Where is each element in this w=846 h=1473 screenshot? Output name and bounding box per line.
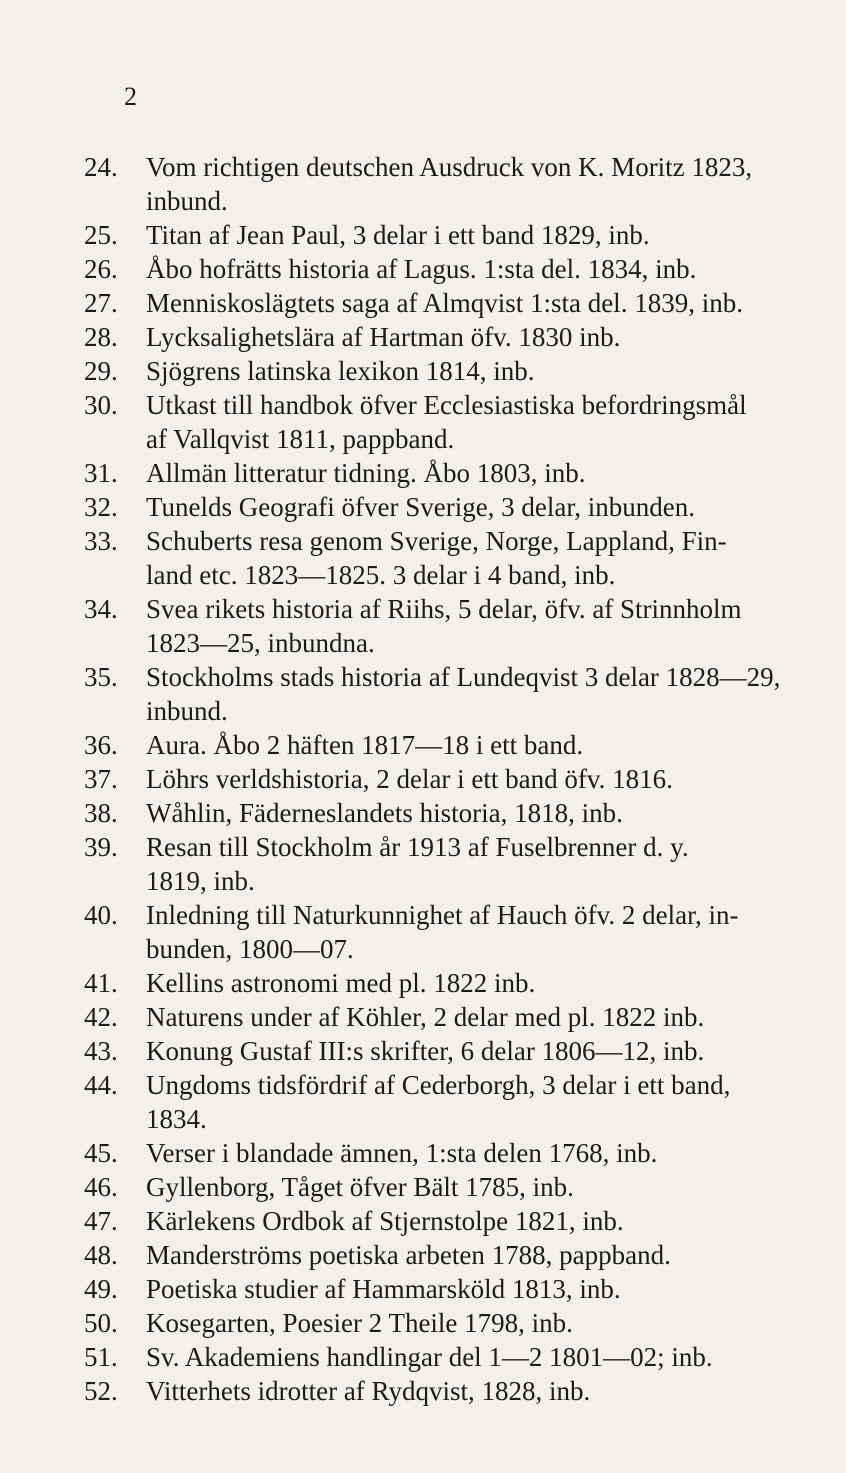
catalog-entry [84,456,824,490]
entry-line: Tunelds Geografi öfver Sverige, 3 delar, inbunden. [146,492,696,522]
entry-number: 48. [84,1240,118,1270]
entry-number: 38. [84,798,118,828]
entry-text [146,252,824,286]
entry-number: 36. [84,730,118,760]
catalog-entry [84,1340,824,1374]
entry-line: Verser i blandade ämnen, 1:sta delen 1768, inb. [146,1138,658,1168]
entry-line: Gyllenborg, Tåget öfver Bält 1785, inb. [146,1172,574,1202]
entry-text [146,592,824,660]
catalog-entry [84,320,824,354]
catalog-entry [84,524,824,592]
entry-number: 29. [84,356,118,386]
entry-text [146,354,824,388]
catalog-entry [84,1000,824,1034]
entry-line: inbund. [146,696,228,726]
entry-number: 24. [84,152,118,182]
entry-text [146,1068,824,1136]
entry-text [146,660,824,728]
entry-text [146,796,824,830]
catalog-entry [84,1374,824,1408]
catalog-entry [84,1272,824,1306]
entry-text [146,218,824,252]
entry-number: 41. [84,968,118,998]
entry-line: Manderströms poetiska arbeten 1788, pappband. [146,1240,671,1270]
entry-number: 39. [84,832,118,862]
entry-line: land etc. 1823—1825. 3 delar i 4 band, inb. [146,560,616,590]
entry-line: Vitterhets idrotter af Rydqvist, 1828, inb. [146,1376,591,1406]
entry-text [146,966,824,1000]
entry-number: 31. [84,458,118,488]
page-number: 2 [124,82,137,111]
entry-text [146,320,824,354]
catalog-entry [84,796,824,830]
catalog-entry [84,966,824,1000]
entry-number: 44. [84,1070,118,1100]
entry-number: 34. [84,594,118,624]
entry-line: Åbo hofrätts historia af Lagus. 1:sta del. 1834, inb. [146,254,697,284]
entry-text [146,1238,824,1272]
entry-text [146,1034,824,1068]
entry-line: Sjögrens latinska lexikon 1814, inb. [146,356,535,386]
entry-line: Naturens under af Köhler, 2 delar med pl. 1822 inb. [146,1002,705,1032]
entry-number: 28. [84,322,118,352]
entry-number: 26. [84,254,118,284]
catalog-entry [84,1034,824,1068]
catalog-entry [84,728,824,762]
entry-number: 35. [84,662,118,692]
catalog-entry [84,388,824,456]
entry-line: Wåhlin, Fäderneslandets historia, 1818, inb. [146,798,623,828]
entry-line: Sv. Akademiens handlingar del 1—2 1801—02; inb. [146,1342,713,1372]
entry-text [146,524,824,592]
entry-line: Titan af Jean Paul, 3 delar i ett band 1829, inb. [146,220,650,250]
entry-text [146,456,824,490]
entry-line: 1819, inb. [146,866,255,896]
catalog-entry [84,354,824,388]
entry-text [146,1170,824,1204]
catalog-entry [84,830,824,898]
entry-number: 32. [84,492,118,522]
entry-number: 33. [84,526,118,556]
catalog-entry [84,1306,824,1340]
entry-number: 49. [84,1274,118,1304]
catalog-entry [84,762,824,796]
entry-text [146,1374,824,1408]
entry-number: 30. [84,390,118,420]
catalog-entry [84,252,824,286]
entry-text [146,728,824,762]
entry-text [146,1000,824,1034]
entry-line: bunden, 1800—07. [146,934,354,964]
entry-text [146,1204,824,1238]
catalog-entry [84,150,824,218]
entry-text [146,286,824,320]
entry-text [146,1306,824,1340]
entry-line: Kosegarten, Poesier 2 Theile 1798, inb. [146,1308,573,1338]
entry-text [146,388,824,456]
entry-line: Schuberts resa genom Sverige, Norge, Lappland, Fin- [146,526,727,556]
entry-line: Löhrs verldshistoria, 2 delar i ett band öfv. 1816. [146,764,673,794]
entry-line: Utkast till handbok öfver Ecclesiastiska befordringsmål [146,390,747,420]
catalog-entry [84,1136,824,1170]
entry-line: Poetiska studier af Hammarsköld 1813, inb. [146,1274,621,1304]
catalog-entry [84,592,824,660]
catalog-entry [84,660,824,728]
entry-line: Aura. Åbo 2 häften 1817—18 i ett band. [146,730,584,760]
entry-number: 43. [84,1036,118,1066]
catalog-entry [84,490,824,524]
entry-line: Svea rikets historia af Riihs, 5 delar, öfv. af Strinnholm [146,594,742,624]
entry-line: af Vallqvist 1811, pappband. [146,424,455,454]
entry-number: 42. [84,1002,118,1032]
entry-line: Ungdoms tidsfördrif af Cederborgh, 3 delar i ett band, [146,1070,731,1100]
entry-line: Vom richtigen deutschen Ausdruck von K. Moritz 1823, [146,152,753,182]
entry-number: 27. [84,288,118,318]
entry-number: 45. [84,1138,118,1168]
entry-line: Menniskoslägtets saga af Almqvist 1:sta del. 1839, inb. [146,288,743,318]
entry-number: 51. [84,1342,118,1372]
catalog-entry [84,1204,824,1238]
entry-line: Inledning till Naturkunnighet af Hauch öfv. 2 delar, in- [146,900,739,930]
entry-line: Kellins astronomi med pl. 1822 inb. [146,968,536,998]
catalog-entry [84,1170,824,1204]
entry-text [146,898,824,966]
catalog-entry [84,1238,824,1272]
catalog-entry-list [84,150,824,1408]
entry-line: Lycksalighetslära af Hartman öfv. 1830 inb. [146,322,621,352]
entry-text [146,1136,824,1170]
catalog-entry [84,898,824,966]
entry-text [146,762,824,796]
entry-number: 46. [84,1172,118,1202]
catalog-entry [84,1068,824,1136]
entry-line: Allmän litteratur tidning. Åbo 1803, inb. [146,458,586,488]
catalog-entry [84,286,824,320]
entry-number: 37. [84,764,118,794]
entry-line: 1834. [146,1104,207,1134]
entry-text [146,1272,824,1306]
entry-line: Stockholms stads historia af Lundeqvist 3 delar 1828—29, [146,662,781,692]
entry-text [146,150,824,218]
entry-number: 50. [84,1308,118,1338]
entry-number: 25. [84,220,118,250]
entry-number: 52. [84,1376,118,1406]
entry-line: Konung Gustaf III:s skrifter, 6 delar 1806—12, inb. [146,1036,705,1066]
entry-text [146,1340,824,1374]
entry-line: inbund. [146,186,228,216]
entry-line: Kärlekens Ordbok af Stjernstolpe 1821, inb. [146,1206,624,1236]
catalog-entry [84,218,824,252]
entry-line: Resan till Stockholm år 1913 af Fuselbrenner d. y. [146,832,689,862]
entry-number: 40. [84,900,118,930]
entry-text [146,830,824,898]
entry-line: 1823—25, inbundna. [146,628,375,658]
entry-number: 47. [84,1206,118,1236]
entry-text [146,490,824,524]
